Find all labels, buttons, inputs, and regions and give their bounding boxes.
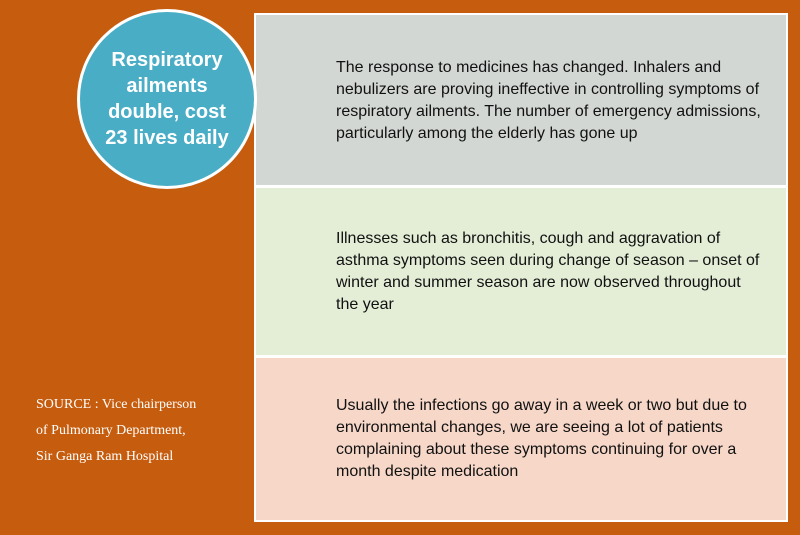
headline-text: Respiratory ailments double, cost 23 lives daily — [105, 49, 229, 149]
source-note — [36, 392, 251, 470]
info-box-text: Illnesses such as bronchitis, cough and aggravation of asthma symptoms seen during change of season – onset of winter and summer season are now observed throughout the year — [336, 229, 760, 313]
info-box-seasonal-illnesses — [256, 185, 786, 355]
info-box-text: The response to medicines has changed. Inhalers and nebulizers are proving ineffective in controlling symptoms of respiratory ailments. The number of emergency admissions, particularly among the elderly has gone up — [336, 59, 761, 142]
info-box-medicine-response — [256, 15, 786, 185]
source-line: Sir Ganga Ram Hospital — [36, 449, 174, 464]
info-boxes — [254, 13, 788, 522]
info-box-text: Usually the infections go away in a week or two but due to environmental changes, we are seeing a lot of patients complaining about these symptoms continuing for over a month despite medication — [336, 397, 747, 480]
source-line: SOURCE : Vice chairperson — [36, 397, 197, 412]
source-line: of Pulmonary Department, — [36, 423, 186, 438]
headline-circle — [77, 9, 257, 189]
info-box-prolonged-infections — [256, 355, 786, 520]
